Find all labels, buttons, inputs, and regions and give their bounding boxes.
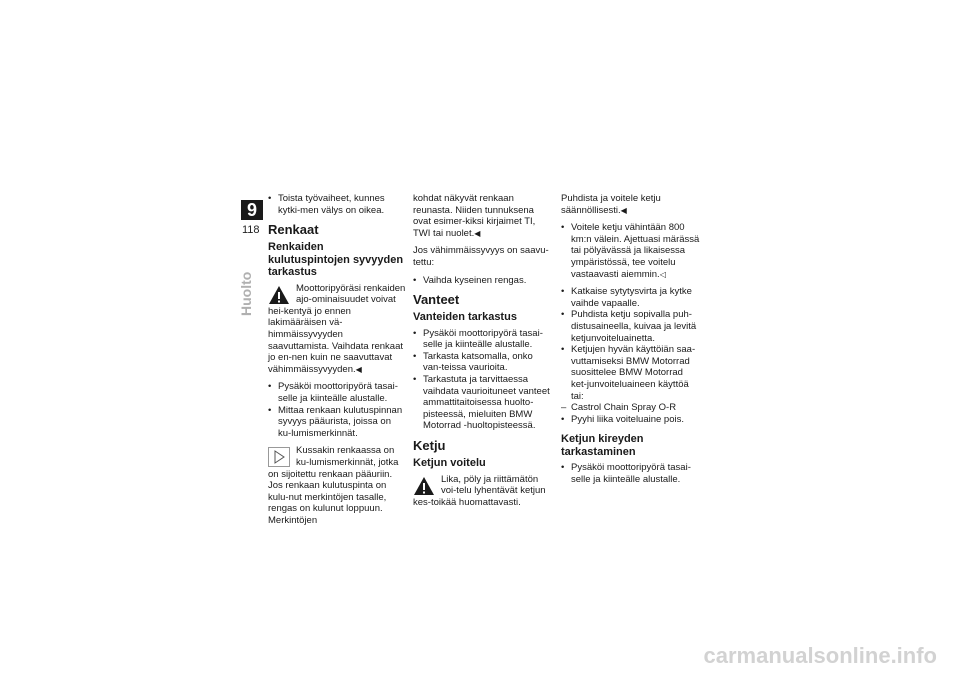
warning-text: Moottoripyöräsi renkaiden ajo-ominaisuudet voivat hei-kentyä jo ennen lakimääräisen vä-himmäissyvyyden saavuttamista. Vaihdata renkaat jo en-nen kuin ne saavuttavat vähimmäissyvyyden. (268, 282, 406, 375)
section-title-renkaat: Renkaat (268, 222, 319, 238)
section-title-ketju: Ketju (413, 438, 446, 453)
info-text: Kussakin renkaassa on ku-lumismerkinnät, jotka on sijoitettu renkaan pääuriin. Jos renkaan kulutuspinta on kulu-nut merkintöjen tasalle, rengas on kulunut loppuun. Merkintöjen (268, 445, 399, 526)
paragraph (561, 193, 701, 216)
dash-item: – Castrol Chain Spray O-R (561, 402, 701, 414)
list-item: • Ketjujen hyvän käyttöiän saa-vuttamiseksi BMW Motorrad suosittelee BMW Motorrad ket-junvoiteluaineen käyttöä tai: (561, 344, 701, 402)
paragraph-text: kohdat näkyvät renkaan reunasta. Niiden tunnuksena ovat esimer-kiksi kirjaimet TI, TWI tai nuolet. (413, 193, 536, 239)
bullet-list (268, 193, 406, 216)
chapter-number: 9 (241, 200, 263, 220)
list-item: • Pyyhi liika voiteluaine pois. (561, 414, 701, 426)
list-item: • Pysäköi moottoripyörä tasai-selle ja kiinteälle alustalle. (561, 462, 701, 485)
warning-note (268, 283, 406, 376)
info-triangle-icon (268, 447, 290, 467)
subsection-title: Ketjun kireyden tarkastaminen (561, 433, 644, 458)
info-note (268, 445, 406, 526)
subsection-title: Vanteiden tarkastus (413, 311, 517, 324)
bullet-list (561, 286, 701, 425)
warning-note (413, 474, 553, 509)
column-3 (561, 193, 701, 491)
list-item: • Tarkasta katsomalla, onko van-teissa vaurioita. (413, 351, 553, 374)
list-item: • Katkaise sytytysvirta ja kytke vaihde vapaalle. (561, 286, 701, 309)
end-mark: ◁ (659, 269, 666, 279)
chapter-label: Huolto (238, 271, 254, 316)
list-item: • Toista työvaiheet, kunnes kytki-men välys on oikea. (268, 193, 406, 216)
list-item (561, 222, 701, 280)
end-mark: ◀ (620, 205, 627, 215)
warning-text: Lika, pöly ja riittämätön voi-telu lyhentävät ketjun kes-toikää huomattavasti. (413, 473, 546, 508)
list-item: • Puhdista ketju sopivalla puh-distusaineella, kuivaa ja levitä ketjunvoiteluainetta. (561, 309, 701, 344)
subsection-title: Ketjun voitelu (413, 457, 486, 469)
warning-icon (268, 285, 290, 305)
list-item-text: Voitele ketju vähintään 800 km:n välein. Ajettuasi märässä tai pölyävässä ja likaisessa ympäristössä, tee voitelu vastaavasti aiemmin. (571, 222, 700, 280)
list-item: • Mittaa renkaan kulutuspinnan syvyys pääurista, joissa on ku-lumismerkinnät. (268, 405, 406, 440)
paragraph: Jos vähimmäissyvyys on saavu-tettu: (413, 245, 549, 268)
page-number: 118 (242, 224, 260, 236)
warning-icon (413, 476, 435, 496)
column-2 (413, 193, 553, 514)
list-item: • Vaihda kyseinen rengas. (413, 275, 553, 287)
end-mark: ◀ (355, 364, 362, 374)
bullet-list (413, 275, 553, 287)
subsection-title: Renkaiden kulutuspintojen syvyyden tarkastus (268, 241, 404, 279)
watermark: carmanualsonline.info (703, 643, 937, 668)
paragraph (413, 193, 553, 239)
list-item: • Pysäköi moottoripyörä tasai-selle ja kiinteälle alustalle. (413, 328, 553, 351)
section-title-vanteet: Vanteet (413, 292, 460, 308)
paragraph-text: Puhdista ja voitele ketju säännöllisesti. (561, 193, 661, 216)
list-item: • Pysäköi moottoripyörä tasai-selle ja kiinteälle alustalle. (268, 381, 406, 404)
bullet-list (268, 381, 406, 439)
bullet-list (561, 462, 701, 485)
end-mark: ◀ (474, 228, 481, 238)
column-1 (268, 193, 406, 533)
list-item: • Tarkastuta ja tarvittaessa vaihdata vaurioituneet vanteet ammattitaitoisessa huolto-pisteessä, mieluiten BMW Motorrad -huoltopisteessä. (413, 374, 553, 432)
bullet-list (413, 328, 553, 432)
bullet-list (561, 222, 701, 280)
